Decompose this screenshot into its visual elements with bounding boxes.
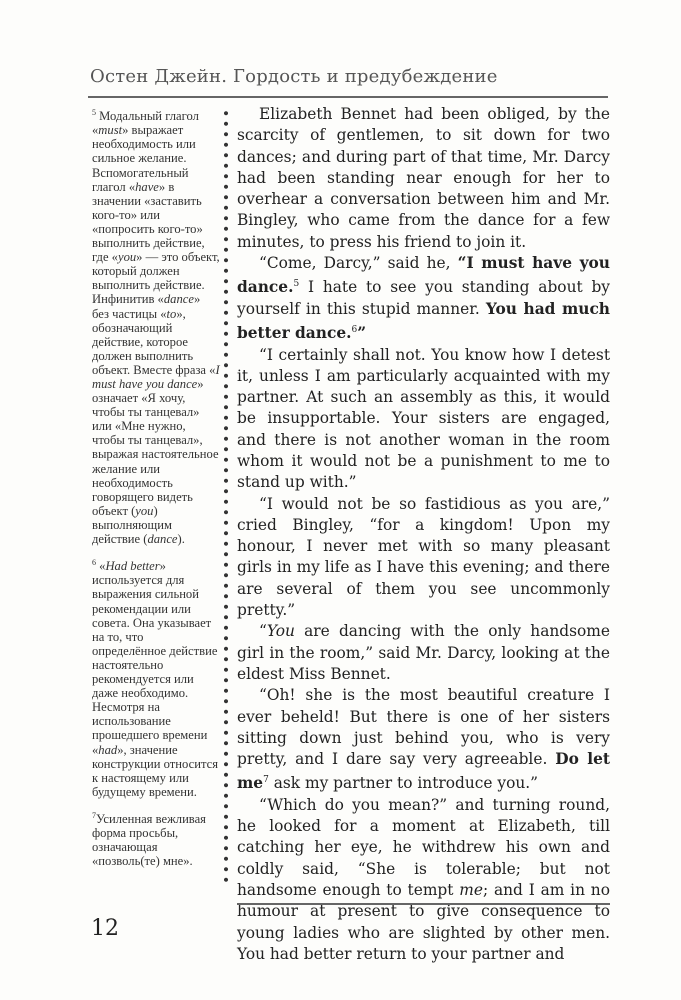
footnote-text-segment: » используется для выражения сильной рекомендации или совета. Она указывает на то, что определённое действие настоятельно рекомендуется или даже необходимо. Несмотря на использование прошедшего времени « xyxy=(92,559,218,757)
text-run: Elizabeth Bennet had been obliged, by the scarcity of gentlemen, to sit down for two dances; and during part of that time, Mr. Darcy had been standing near enough for her to overhear a conversation between him and Mr. Bingley, who came from the dance for a few minutes, to press his friend to join it. xyxy=(237,105,610,251)
footnote-text-segment: Усиленная вежливая форма просьбы, означающая «позволь(те) мне». xyxy=(92,812,206,869)
paragraph xyxy=(237,795,610,965)
footnote-text-segment: », обозначающий действие, которое должен выполнить объект. Вместе фраза « xyxy=(92,306,216,377)
text-run: “I must have you dance. xyxy=(237,254,610,297)
footnote-text-segment: ) выполняющим действие ( xyxy=(92,503,172,546)
text-run: ask my partner to introduce you.” xyxy=(268,774,539,793)
text-run: “I certainly shall not. You know how I detest it, unless I am particularly acquainted with my partner. At such an assembly as this, it would be insupportable. Your sisters are engaged, and there is not another woman in the room whom it would not be a punishment to me to stand up with.” xyxy=(237,345,610,492)
footnote-text-segment: to xyxy=(166,306,177,321)
footnote-text-segment: ). xyxy=(177,532,185,546)
footnote-text-segment: dance xyxy=(147,532,178,546)
text-run: me xyxy=(459,881,483,900)
footnote-number: 6 xyxy=(92,558,96,568)
footnotes-column xyxy=(92,106,220,878)
footnote-text-segment: have xyxy=(135,179,159,194)
footnote-text-segment: dance xyxy=(163,292,194,307)
footnote-5 xyxy=(92,106,220,546)
footnote-text-segment: » выражает необходимость или сильное желание. Вспомогательный глагол « xyxy=(92,123,196,194)
paragraph xyxy=(237,494,610,622)
paragraph xyxy=(237,685,610,795)
footnote-text-segment: Had better xyxy=(105,559,160,574)
footnote-reference: 6 xyxy=(351,325,358,336)
header-divider xyxy=(88,96,608,98)
footnote-text-segment: », значение конструкции относится к настоящему или будущему времени. xyxy=(92,742,219,799)
text-run: “I would not be so fastidious as you are,” cried Bingley, “for a kingdom! Upon my honour, I never met with so many pleasant girls in my life as I have this evening; and there are several of them you see uncommonly pretty.” xyxy=(237,494,610,620)
text-run: ; and I am in no humour at present to give consequence to young ladies who are slighted by other men. You had better return to your partner and xyxy=(237,881,610,963)
footnote-text-segment: I must have you dance xyxy=(92,362,220,391)
text-run: “Oh! she is the most beautiful creature I ever beheld! But there is one of her sisters sitting down just behind you, who is very pretty, and I dare say very agreeable. xyxy=(237,686,610,769)
footnote-text-segment: » — это объект, который должен выполнить действие. Инфинитив « xyxy=(92,250,220,307)
main-text-body xyxy=(237,104,610,965)
text-run: ” xyxy=(357,324,367,343)
page-number: 12 xyxy=(91,916,119,941)
footnote-reference: 7 xyxy=(263,775,269,786)
text-run: I hate to see you standing about by yourself in this stupid manner. xyxy=(237,278,610,318)
footnote-text-segment: » означает «Я хочу, чтобы ты танцевал» или «Мне нужно, чтобы ты танцевал», выражая настоятельное желание или необходимость говорящего видеть объект ( xyxy=(92,376,219,518)
footnote-text-segment: Модальный глагол « xyxy=(92,109,199,138)
footnote-reference: 5 xyxy=(293,279,300,290)
paragraph xyxy=(237,253,610,344)
footnote-6 xyxy=(92,556,220,799)
footnote-7 xyxy=(92,809,220,869)
paragraph xyxy=(237,621,610,685)
footnote-text-segment: you xyxy=(117,250,137,265)
footer-divider xyxy=(237,903,610,905)
footnote-number: 5 xyxy=(92,108,96,117)
footnote-text-segment: you xyxy=(135,503,154,518)
dotted-separator xyxy=(222,108,230,888)
footnote-text-segment: » без частицы « xyxy=(92,292,201,321)
text-run: You xyxy=(266,622,295,641)
running-header-title: Остен Джейн. Гордость и предубеждение xyxy=(90,66,498,87)
footnote-text-segment: « xyxy=(96,559,106,574)
paragraph xyxy=(237,104,610,253)
footnote-text-segment: must xyxy=(98,123,123,138)
text-run: are dancing with the only handsome girl in the room,” said Mr. Darcy, looking at the eldest Miss Bennet. xyxy=(237,622,610,683)
paragraph xyxy=(237,345,610,494)
footnote-text-segment: » в значении «заставить кого-то» или «попросить кого-то» выполнить действие, где « xyxy=(92,179,205,265)
text-run: “Which do you mean?” and turning round, he looked for a moment at Elizabeth, till catching her eye, he withdrew his own and coldly said, “She is tolerable; but not handsome enough to tempt xyxy=(237,795,610,900)
text-run: “Come, Darcy,” said he, xyxy=(259,254,458,273)
footnote-number: 7 xyxy=(92,810,96,820)
text-run: You had much better dance. xyxy=(237,299,611,343)
text-run: “ xyxy=(259,622,267,641)
footnote-text-segment: had xyxy=(98,742,118,757)
text-run: Do let me xyxy=(237,750,610,793)
